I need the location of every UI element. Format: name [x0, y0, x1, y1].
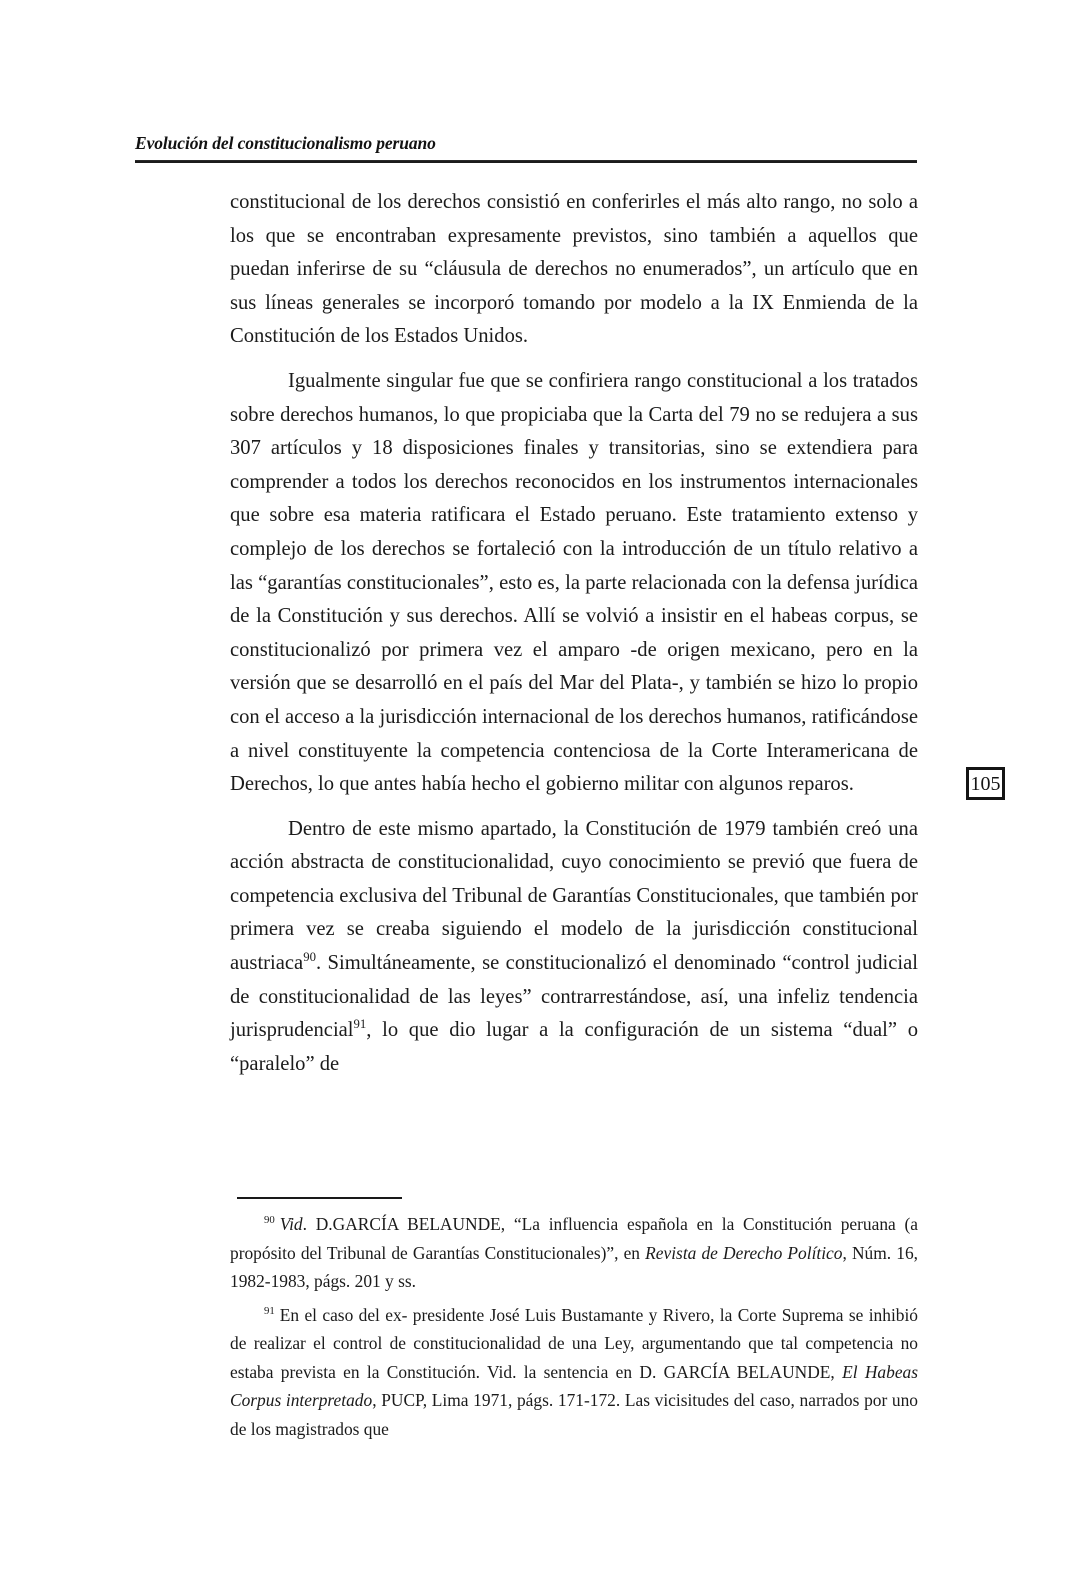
- footnote-90-text-1: . D.GARCÍA BELAUNDE, “La influencia española en la Constitución peruana (a propósito del Tribunal de Garantías Constitucionales)”, en: [230, 1214, 918, 1263]
- footnote-91-text-2: , PUCP, Lima 1971, págs. 171-172. Las vicisitudes del caso, narrados por uno de los magistrados que: [230, 1390, 919, 1439]
- footnote-91-number: 91: [264, 1304, 275, 1317]
- paragraph-dentro-segment-3: , lo que dio lugar a la configuración de un sistema “dual” o “paralelo” de: [230, 1019, 918, 1075]
- page-number-tab: 105: [966, 767, 1005, 800]
- footnote-91: [230, 1301, 918, 1444]
- paragraph-dentro-segment-2: . Simultáneamente, se constitucionalizó el denominado “control judicial de constitucionalidad de las leyes” contrarrestándose, así, una infeliz tendencia jurisprudencial: [230, 952, 918, 1042]
- footnote-90-text-2: , Núm. 16, 1982-1983, págs. 201 y ss.: [230, 1242, 918, 1291]
- footnote-91-book-title: El Habeas Corpus interpretado: [230, 1361, 918, 1410]
- footnote-reference-90[interactable]: 90: [303, 950, 316, 965]
- footnote-90-vid: Vid: [279, 1214, 303, 1234]
- running-head: [135, 134, 917, 164]
- paragraph-dentro: [230, 813, 918, 1082]
- paragraph-continuation: constitucional de los derechos consistió en conferirles el más alto rango, no solo a los que se encontraban expresamente previstos, sino también a aquellos que puedan inferirse de su “cláusula de derechos no enumerados”, un artículo que en sus líneas generales se incorporó tomando por modelo a la IX Enmienda de la Constitución de los Estados Unidos.: [230, 191, 918, 348]
- footnote-91-text-1: En el caso del ex- presidente José Luis Bustamante y Rivero, la Corte Suprema se inhibió de realizar el control de constitucionalidad de una Ley, argumentando que tal competencia no estaba prevista en la Constitución. Vid. la sentencia en D. GARCÍA BELAUNDE,: [230, 1304, 918, 1382]
- text-column: [230, 186, 918, 1081]
- footnote-90-number: 90: [264, 1214, 275, 1227]
- footnote-90: [230, 1210, 918, 1296]
- running-head-rule: [135, 160, 917, 164]
- footnote-separator-rule: [237, 1197, 402, 1199]
- running-head-title: Evolución del constitucionalismo peruano: [135, 133, 436, 153]
- footnotes-block: [230, 1197, 918, 1443]
- paragraph-tratados: Igualmente singular fue que se confiriera rango constitucional a los tratados sobre derechos humanos, lo que propiciaba que la Carta del 79 no se redujera a sus 307 artículos y 18 disposiciones finales y transitorias, sino se extendiera para comprender a todos los derechos reconocidos en los instrumentos internacionales que sobre esa materia ratificara el Estado peruano. Este tratamiento extenso y complejo de los derechos se fortaleció con la introducción de un título relativo a las “garantías constitucionales”, esto es, la parte relacionada con la defensa jurídica de la Constitución y sus derechos. Allí se volvió a insistir en el habeas corpus, se constitucionalizó por primera vez el amparo -de origen mexicano, pero en la versión que se desarrolló en el país del Mar del Plata-, y también se hizo lo propio con el acceso a la jurisdicción internacional de los derechos humanos, ratificándose a nivel constituyente la competencia contenciosa de la Corte Interamericana de Derechos, lo que antes había hecho el gobierno militar con algunos reparos.: [230, 369, 918, 796]
- footnote-90-journal-title: Revista de Derecho Político: [645, 1242, 843, 1263]
- paragraph-dentro-segment-1: Dentro de este mismo apartado, la Constitución de 1979 también creó una acción abstracta de constitucionalidad, cuyo conocimiento se previó que fuera de competencia exclusiva del Tribunal de Garantías Constitucionales, que también por primera vez se creaba siguiendo el modelo de la jurisdicción constitucional austriaca: [230, 817, 918, 975]
- footnote-reference-91[interactable]: 91: [353, 1017, 367, 1032]
